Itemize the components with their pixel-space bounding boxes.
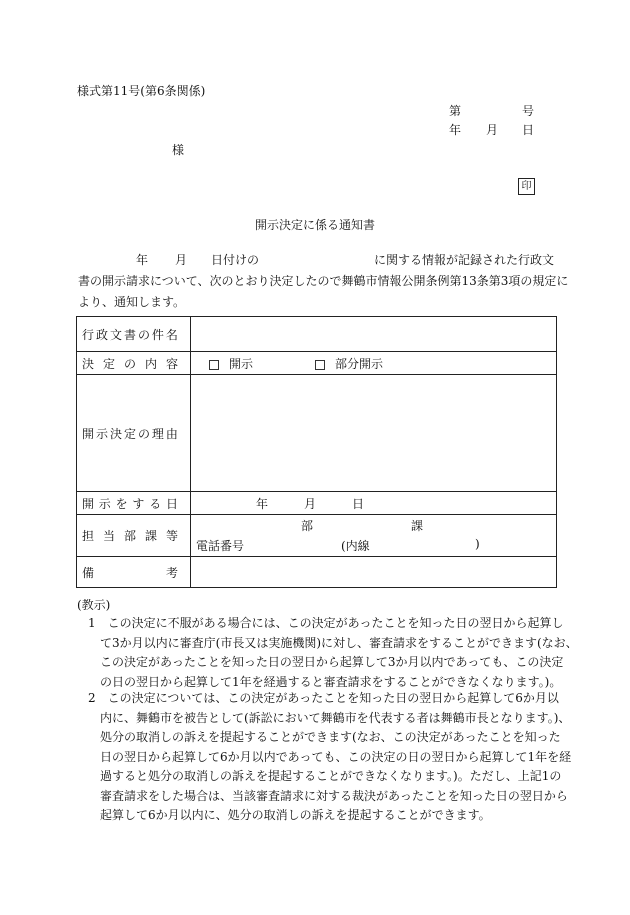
reason-field[interactable] — [191, 375, 557, 492]
label-char: 由 — [165, 426, 178, 441]
note-2 — [88, 689, 572, 826]
document-number-suffix: 号 — [522, 104, 535, 118]
label-disclosure-date — [82, 495, 178, 512]
label-decision — [82, 355, 178, 372]
label-char: 考 — [165, 565, 178, 580]
label-char: 書 — [123, 327, 136, 342]
date-month-label: 月 — [486, 123, 499, 137]
notes-heading: (教示) — [77, 598, 111, 612]
extension-close: ) — [475, 537, 480, 551]
department-ka: 課 — [411, 519, 424, 533]
form-number: 様式第11号(第6条関係) — [77, 84, 206, 98]
remarks-field[interactable] — [191, 557, 557, 588]
label-char: の — [123, 356, 136, 371]
note-line: この決定があったことを知った日の翌日から起算して3か月以内であっても、この決定 — [88, 655, 564, 669]
label-char: 政 — [95, 327, 108, 342]
intro-line3: より、通知します。 — [78, 295, 186, 309]
checkbox-partial-disclosure[interactable] — [315, 360, 325, 370]
label-char: る — [149, 496, 162, 511]
disclosure-date-month: 月 — [304, 497, 317, 511]
label-document-name — [82, 326, 178, 343]
label-char: の — [137, 426, 150, 441]
extension-open: (内線 — [341, 539, 370, 553]
disclosure-date-year: 年 — [256, 497, 269, 511]
note-line: 内に、舞鶴市を被告として(訴訟において舞鶴市を代表する者は舞鶴市長となります。)、 — [88, 710, 571, 725]
label-char: 等 — [165, 529, 178, 543]
row-decision — [77, 352, 557, 375]
label-char: す — [132, 496, 145, 511]
note-line: 審査請求をした場合は、当該審査請求に対する裁決があったことを知った日の翌日から — [88, 788, 568, 803]
label-char: 担 — [82, 529, 95, 543]
label-char: 理 — [151, 426, 164, 441]
label-char: 日 — [165, 496, 178, 511]
label-char: 文 — [109, 327, 122, 342]
row-remarks — [77, 557, 557, 588]
label-char: 示 — [98, 496, 111, 511]
note-line: 過すると処分の取消しの訴えを提起することができなくなります。)。ただし、上記1の — [88, 769, 562, 783]
label-char: 名 — [165, 327, 178, 342]
label-char: 行 — [82, 327, 95, 342]
row-disclosure-date — [77, 492, 557, 515]
label-char: を — [115, 496, 128, 511]
document-name-field[interactable] — [191, 317, 557, 352]
label-char: 開 — [82, 496, 95, 511]
document-number-prefix: 第 — [449, 104, 462, 118]
label-char: 開 — [82, 426, 95, 441]
row-reason — [77, 375, 557, 492]
date-year-label: 年 — [449, 123, 462, 137]
label-char: 決 — [109, 426, 122, 441]
note-line: の日の翌日から起算して1年を経過すると審査請求をすることができなくなります。)。 — [88, 674, 562, 689]
note-line: て3か月以内に審査庁(市長又は実施機関)に対し、審査請求をすることができます(なお、 — [88, 635, 578, 650]
disclosure-date-day: 日 — [352, 497, 365, 511]
row-department — [77, 515, 557, 557]
label-remarks — [82, 564, 178, 581]
recipient-honorific: 様 — [172, 143, 185, 157]
label-reason — [82, 425, 178, 442]
label-char: 定 — [102, 356, 115, 371]
note-line: 2 この決定については、この決定があったことを知った日の翌日から起算して6か月以 — [88, 691, 559, 705]
option-full-disclosure[interactable]: 開示 — [209, 355, 253, 372]
seal-mark: 印 — [518, 178, 535, 195]
label-char: の — [137, 327, 150, 342]
label-char: 定 — [123, 426, 136, 441]
department-bu: 部 — [301, 519, 314, 533]
checkbox-full-disclosure[interactable] — [209, 360, 219, 370]
label-char: 部 — [123, 529, 136, 543]
label-char: 課 — [144, 529, 157, 543]
phone-label: 電話番号 — [196, 539, 245, 553]
option-partial-disclosure[interactable]: 部分開示 — [315, 355, 383, 372]
label-char: 示 — [95, 426, 108, 441]
note-1 — [88, 614, 578, 692]
note-line: 処分の取消しの訴えを提起することができます(なお、この決定があったことを知った — [88, 730, 561, 744]
intro-month: 月 — [175, 253, 188, 267]
document-title: 開示決定に係る通知書 — [254, 218, 375, 232]
intro-line1-rest: に関する情報が記録された行政文 — [374, 253, 555, 267]
label-char: 件 — [151, 327, 164, 342]
label-char: 当 — [102, 529, 115, 543]
label-char: 備 — [82, 565, 95, 580]
intro-paragraph — [78, 250, 569, 313]
note-line: 起算して6か月以内に、処分の取消しの訴えを提起することができます。 — [88, 808, 491, 822]
note-line: 日の翌日から起算して6か月以内であっても、この決定の日の翌日から起算して1年を経 — [88, 749, 572, 764]
label-department — [82, 527, 178, 544]
label-char: 内 — [144, 356, 157, 371]
intro-year: 年 — [136, 253, 149, 267]
date-day-label: 日 — [522, 123, 535, 137]
label-char: 決 — [82, 356, 95, 371]
intro-date-suffix: 日付けの — [211, 253, 260, 267]
note-line: 1 この決定に不服がある場合には、この決定があったことを知った日の翌日から起算し — [88, 616, 564, 630]
intro-line2: 書の開示請求について、次のとおり決定したので舞鶴市情報公開条例第13条第3項の規定に — [78, 274, 569, 288]
row-document-name — [77, 317, 557, 352]
label-char: 容 — [165, 356, 178, 371]
notification-table — [76, 316, 557, 588]
